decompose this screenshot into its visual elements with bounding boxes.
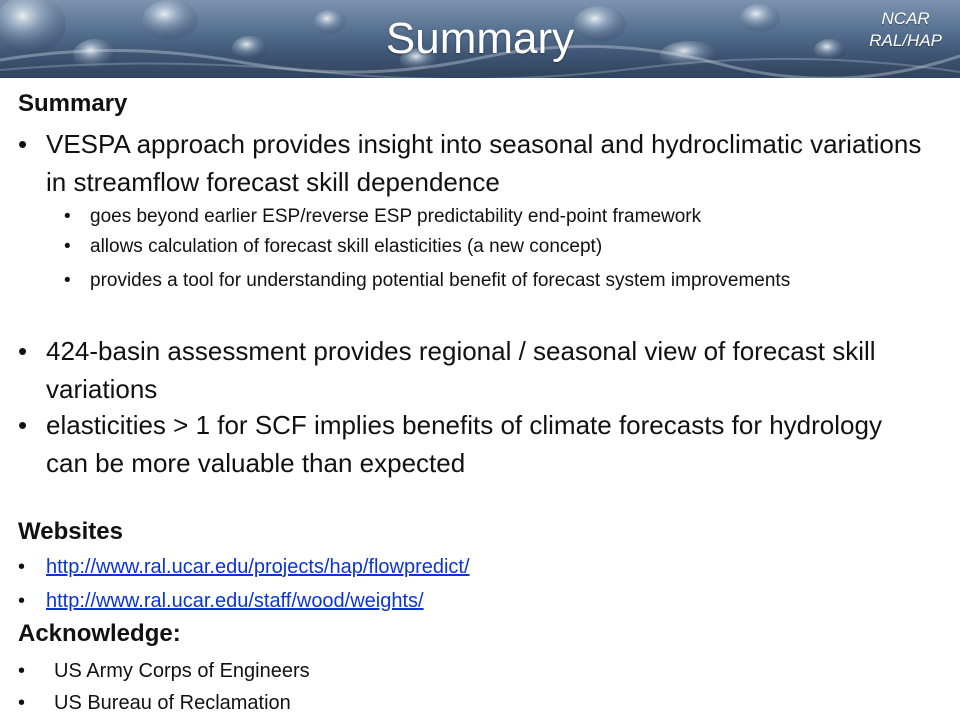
bullet-dot-icon: • <box>64 206 71 227</box>
bullet-text: VESPA approach provides insight into seasonal and hydroclimatic variations in streamflow forecast skill dependence <box>46 129 922 197</box>
bullet-dot-icon: • <box>64 270 71 291</box>
bullet-text: 424-basin assessment provides regional / seasonal view of forecast skill variations <box>46 336 876 404</box>
bullet-dot-icon: • <box>18 129 28 159</box>
websites-heading: Websites <box>18 518 123 545</box>
bullet-dot-icon: • <box>18 556 26 578</box>
summary-heading: Summary <box>18 90 128 117</box>
acknowledge-text: US Bureau of Reclamation <box>54 692 291 714</box>
acknowledge-heading: Acknowledge: <box>18 620 181 647</box>
sub-bullet-text: allows calculation of forecast skill elasticities (a new concept) <box>90 236 603 257</box>
bullet-dot-icon: • <box>18 410 28 440</box>
website-link-weights[interactable]: http://www.ral.ucar.edu/staff/wood/weights/ <box>46 590 424 612</box>
bullet-dot-icon: • <box>18 692 26 714</box>
bullet-dot-icon: • <box>64 236 71 257</box>
org-line-ncar: NCAR <box>881 9 930 28</box>
bullet-dot-icon: • <box>18 660 26 682</box>
bullet-dot-icon: • <box>18 590 26 612</box>
sub-bullet-text: provides a tool for understanding potential benefit of forecast system improvements <box>90 270 791 291</box>
org-line-ral-hap: RAL/HAP <box>869 31 942 50</box>
bullet-dot-icon: • <box>18 336 28 366</box>
sub-bullet-text: goes beyond earlier ESP/reverse ESP predictability end-point framework <box>90 206 702 227</box>
acknowledge-text: US Army Corps of Engineers <box>54 660 310 682</box>
website-link-flowpredict[interactable]: http://www.ral.ucar.edu/projects/hap/flowpredict/ <box>46 556 470 578</box>
bullet-text: elasticities > 1 for SCF implies benefits of climate forecasts for hydrology can be more valuable than expected <box>46 410 882 478</box>
slide-title: Summary <box>385 14 575 63</box>
